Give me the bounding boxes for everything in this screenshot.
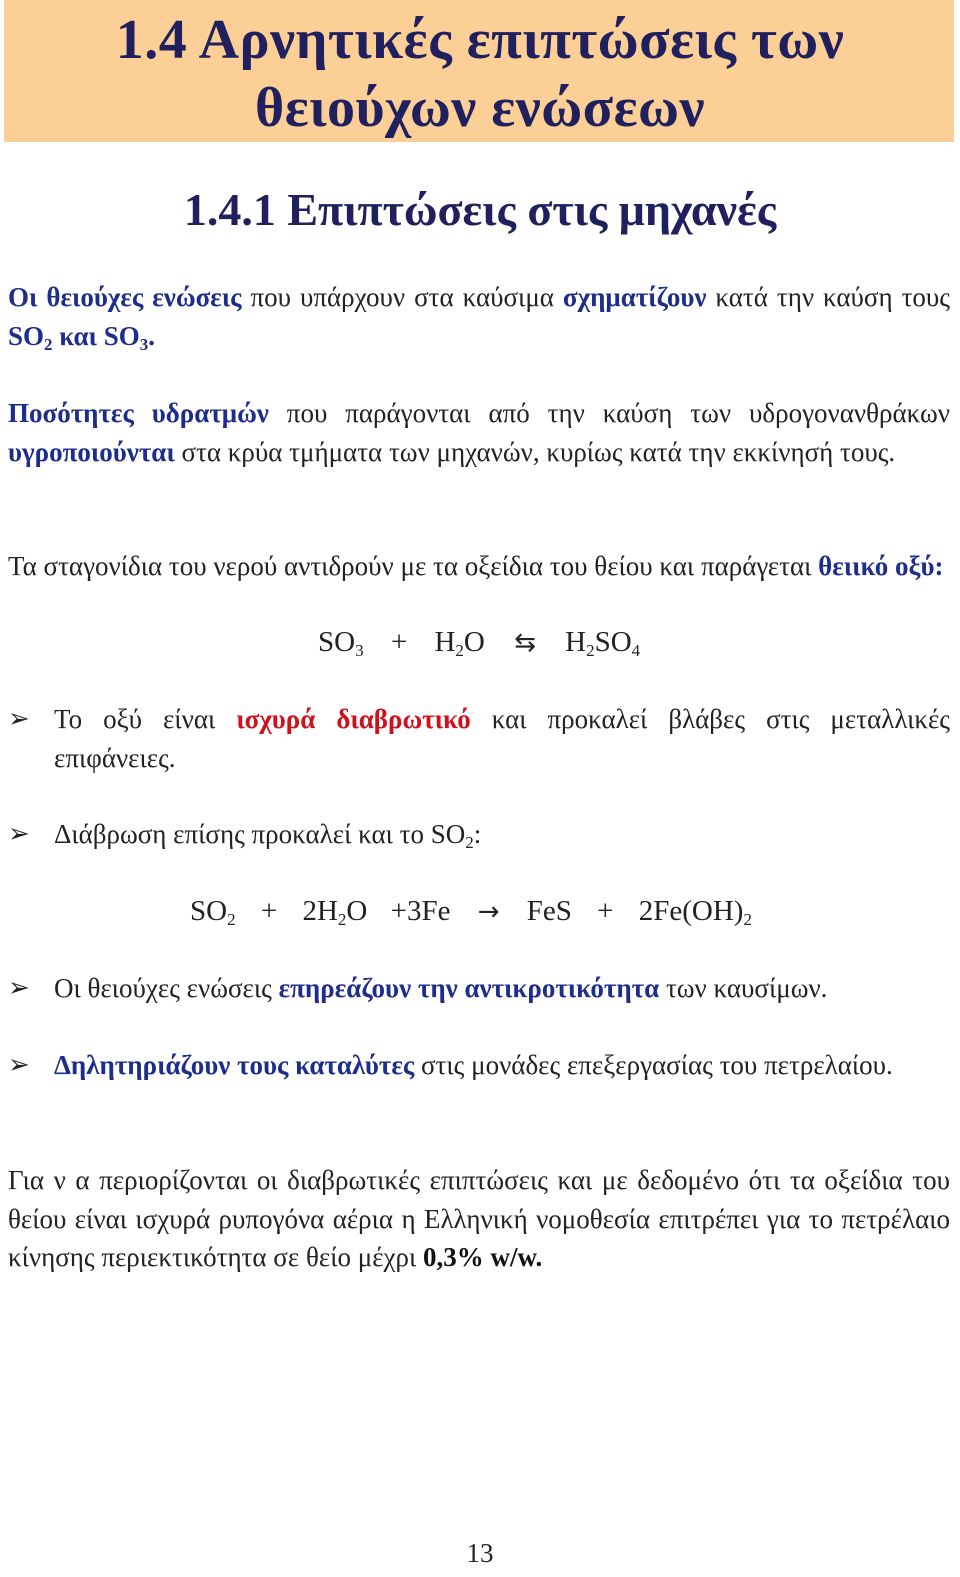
text: στα κρύα τμήματα των μηχανών, κυρίως κατά την εκκίνησή τους. <box>174 436 896 467</box>
page-title-line1: 1.4 Αρνητικές επιπτώσεις των <box>115 9 845 71</box>
paragraph-sulfuric-acid <box>8 547 950 586</box>
eq-subscript: 2 <box>455 641 464 660</box>
paragraph-water-vapor <box>8 394 950 471</box>
page-title <box>0 6 960 142</box>
eq-term: 2Fe(OH) <box>638 895 744 927</box>
formula-end: . <box>148 320 155 351</box>
reaction-arrow-icon: → <box>477 897 500 927</box>
eq-subscript: 3 <box>355 641 364 660</box>
eq-term: FeS <box>526 895 572 927</box>
arrowhead-bullet-icon: ➢ <box>8 1050 30 1080</box>
section-title: 1.4.1 Επιπτώσεις στις μηχανές <box>183 184 777 235</box>
emphasis-limit: 0,3% w/w. <box>423 1242 543 1272</box>
eq-term: +3Fe <box>390 895 451 927</box>
list-item <box>8 700 950 777</box>
formula-subscript: 2 <box>465 833 474 852</box>
text: και προκαλεί βλάβες στις μεταλλικές επιφάνειες. <box>54 704 950 773</box>
formula-subscript: 2 <box>44 334 53 354</box>
paragraph-legislation <box>8 1161 950 1277</box>
formula-conjunction: και <box>52 320 104 351</box>
text: που υπάρχουν στα καύσιμα <box>241 282 563 312</box>
eq-operator: + <box>260 895 278 927</box>
arrowhead-bullet-icon: ➢ <box>8 704 30 734</box>
eq-subscript: 2 <box>586 641 595 660</box>
emphasis: Δηλητηριάζουν τους καταλύτες <box>54 1050 415 1080</box>
text: : <box>473 819 482 849</box>
eq-term: H <box>434 626 456 658</box>
eq-term: 2H <box>302 895 338 927</box>
eq-subscript: 2 <box>337 910 347 929</box>
eq-operator: + <box>597 895 614 927</box>
arrowhead-bullet-icon: ➢ <box>8 819 30 849</box>
eq-term: O <box>346 895 368 927</box>
list-item <box>8 969 950 1008</box>
emphasis: Ποσότητες υδρατμών <box>8 398 269 428</box>
text: Οι θειούχες ενώσεις <box>54 973 279 1003</box>
list-item <box>8 815 950 854</box>
eq-term: SO <box>190 895 228 927</box>
text: των καυσίμων. <box>659 973 828 1003</box>
equation-sulfuric-acid <box>318 622 640 663</box>
text: Για ν α περιορίζονται οι διαβρωτικές επιπτώσεις και με δεδομένο ότι τα οξείδια του θείου είναι ισχυρά ρυπογόνα αέρια η Ελληνική νομοθεσία επιτρέπει για το πετρέλαιο κίνησης περιεκτικότητα σε θείο μέχρι <box>8 1165 950 1272</box>
text: στις μονάδες επεξεργασίας του πετρελαίου. <box>414 1050 893 1080</box>
arrowhead-bullet-icon: ➢ <box>8 973 30 1003</box>
eq-subscript: 4 <box>631 641 641 660</box>
text: κατά την καύση τους <box>706 282 950 312</box>
list-item <box>8 1046 950 1085</box>
text: που παράγονται από την καύση των υδρογονανθράκων <box>268 398 950 428</box>
page-title-line2: θειούχων ενώσεων <box>254 77 705 139</box>
emphasis: υγροποιούνται <box>8 436 175 467</box>
paragraph-sulfur-compounds <box>8 278 950 355</box>
eq-term: H <box>565 626 587 658</box>
eq-term: O <box>463 626 485 658</box>
text: Τα σταγονίδια του νερού αντιδρούν με τα οξείδια του θείου και παράγεται <box>8 551 819 581</box>
emphasis: επηρεάζουν την αντικροτικότητα <box>278 973 660 1003</box>
eq-subscript: 2 <box>743 910 752 929</box>
text: Το οξύ είναι <box>54 704 237 734</box>
text: Διάβρωση επίσης προκαλεί και το SO <box>54 819 466 849</box>
formula-main: SO <box>103 320 140 351</box>
emphasis: σχηματίζουν <box>562 282 707 312</box>
eq-term: SO <box>594 626 632 658</box>
emphasis-red: ισχυρά διαβρωτικό <box>236 704 471 734</box>
formula-main: SO <box>8 320 45 351</box>
page-number: 13 <box>466 1538 494 1568</box>
equation-corrosion <box>190 891 752 932</box>
emphasis: Οι θειούχες ενώσεις <box>8 282 242 312</box>
formula-subscript: 3 <box>139 334 149 354</box>
eq-operator: + <box>390 626 408 658</box>
eq-subscript: 2 <box>227 910 236 929</box>
eq-term: SO <box>318 626 356 658</box>
emphasis: θειικό οξύ: <box>818 551 944 581</box>
formula <box>8 320 155 354</box>
equilibrium-arrow-icon: ⇆ <box>514 628 536 658</box>
